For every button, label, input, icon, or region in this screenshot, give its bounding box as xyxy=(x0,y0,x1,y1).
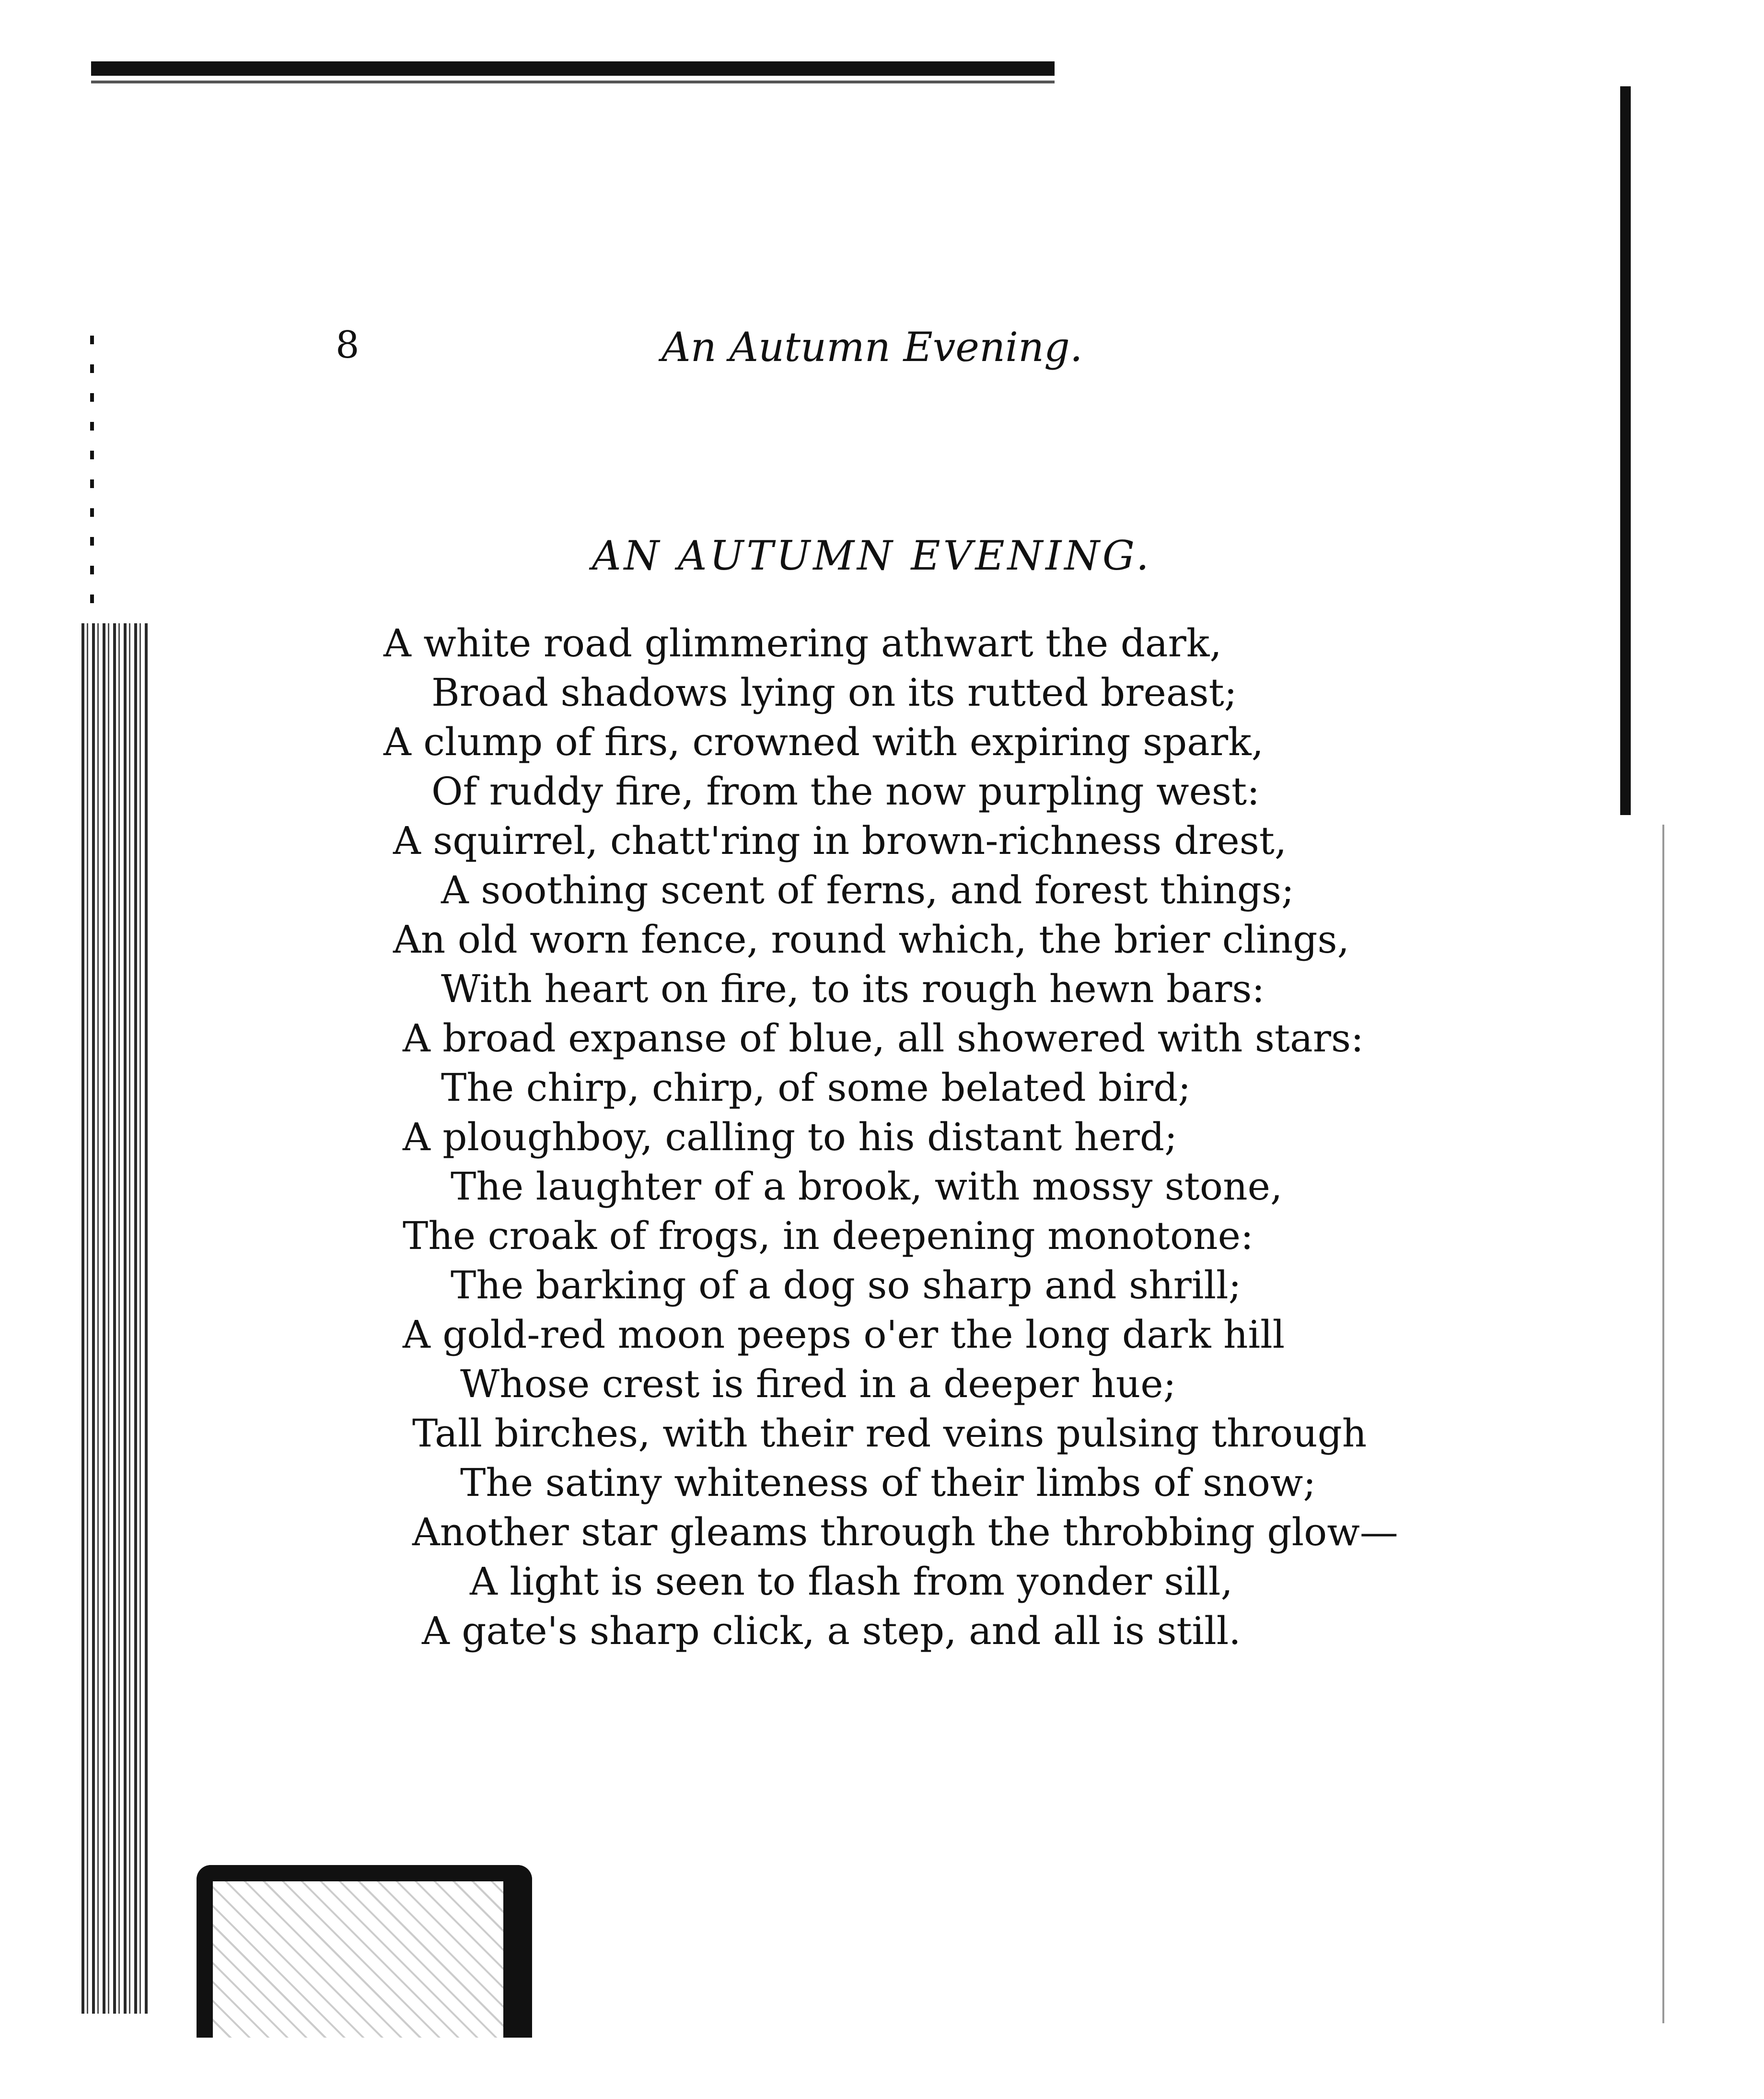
page-number: 8 xyxy=(336,324,360,367)
top-border-rule xyxy=(91,61,1055,76)
running-title: An Autumn Evening. xyxy=(662,324,1083,371)
poem-line: The croak of frogs, in deepening monotone: xyxy=(403,1213,1253,1258)
poem-body xyxy=(383,618,1398,1656)
poem-line: Another star gleams through the throbbing glow— xyxy=(412,1510,1398,1554)
left-binding-edge xyxy=(81,623,149,2014)
poem-line: Whose crest is fired in a deeper hue; xyxy=(460,1362,1176,1406)
right-border-rule xyxy=(1620,86,1631,815)
poem-line: Of ruddy fire, from the now purpling west: xyxy=(431,769,1260,814)
poem-title: AN AUTUMN EVENING. xyxy=(592,532,1152,579)
poem-line: Broad shadows lying on its rutted breast; xyxy=(431,670,1237,715)
poem-line: A white road glimmering athwart the dark, xyxy=(383,621,1222,665)
poem-line: A squirrel, chatt'ring in brown-richness drest, xyxy=(393,818,1287,863)
poem-line: An old worn fence, round which, the brier clings, xyxy=(393,917,1349,962)
poem-line: A ploughboy, calling to his distant herd; xyxy=(403,1115,1178,1159)
poem-line: Tall birches, with their red veins pulsing through xyxy=(412,1411,1367,1456)
poem-line: A gate's sharp click, a step, and all is still. xyxy=(422,1609,1241,1653)
top-border-rule-thin xyxy=(91,81,1055,83)
poem-line: With heart on fire, to its rough hewn bars: xyxy=(441,967,1265,1011)
poem-line: A light is seen to flash from yonder sill, xyxy=(470,1559,1233,1604)
right-edge-line xyxy=(1662,825,1664,2023)
left-binding-marks xyxy=(90,336,94,623)
poem-line: The laughter of a brook, with mossy stone, xyxy=(451,1164,1283,1209)
poem-line: The satiny whiteness of their limbs of snow; xyxy=(460,1460,1316,1505)
poem-line: The chirp, chirp, of some belated bird; xyxy=(441,1065,1191,1110)
poem-line: A soothing scent of ferns, and forest things; xyxy=(441,868,1294,912)
scan-clip-artifact xyxy=(197,1865,532,2038)
poem-line: The barking of a dog so sharp and shrill; xyxy=(451,1263,1242,1307)
poem-line: A gold-red moon peeps o'er the long dark hill xyxy=(403,1312,1285,1357)
poem-line: A clump of firs, crowned with expiring spark, xyxy=(383,720,1264,764)
poem-line: A broad expanse of blue, all showered with stars: xyxy=(403,1016,1364,1061)
